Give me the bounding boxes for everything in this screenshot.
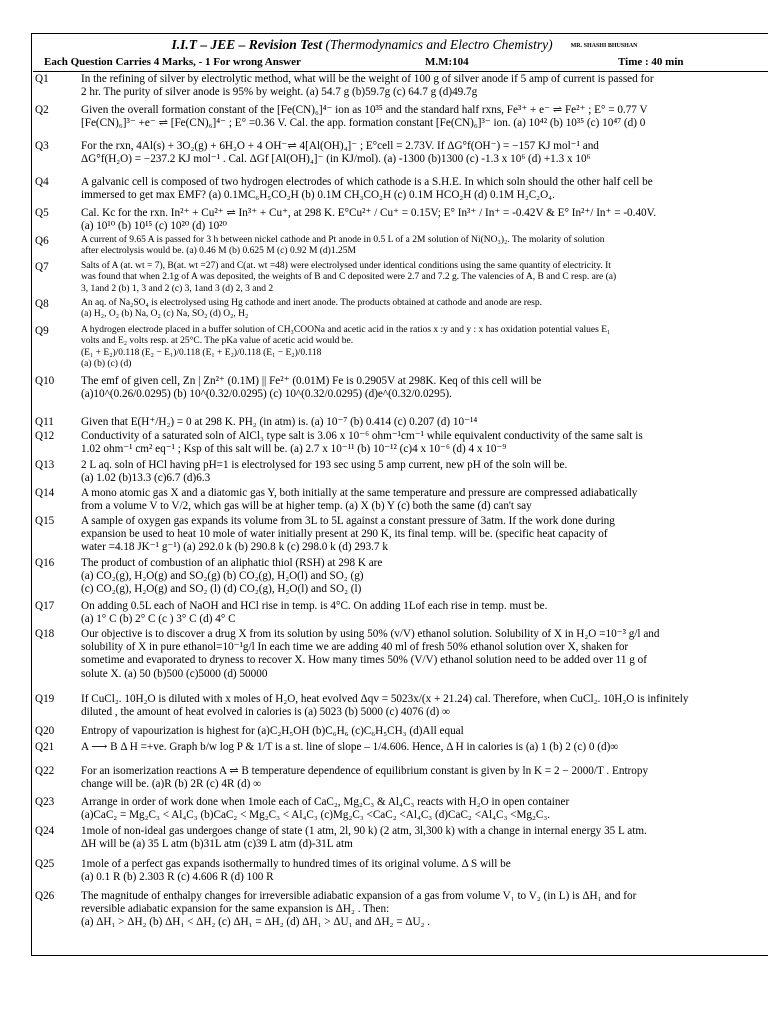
question-number: Q5 — [35, 207, 49, 219]
question-text-line: A current of 9.65 A is passed for 3 h between nickel cathode and Pt anode in 0.5 L of a 2M solution of Ni(NO₃)₂. The molarity of solution — [81, 235, 605, 245]
question-text-line: change will be. (a)R (b) 2R (c) 4R (d) ∞ — [81, 778, 262, 791]
question-text-line: A hydrogen electrode placed in a buffer solution of CH₃COONa and acetic acid in the ratios x :y and y : x has oxidation potential values E₁ — [81, 325, 611, 335]
question-text-line: (a)10^(0.26/0.0295) (b) 10^(0.32/0.0295) (c) 10^(0.32/0.0295) (d)e^(0.32/0.0295). — [81, 388, 452, 401]
question-text-line: sometime and evaporated to dryness to recover X. How many times 50% (V/V) ethanol solution need to be added over 11 g of — [81, 654, 647, 667]
question-number: Q23 — [35, 796, 55, 808]
question-text-line: On adding 0.5L each of NaOH and HCl rise in temp. is 4°C. On adding 1Lof each rise in temp. must be. — [81, 600, 548, 612]
question-text-line: ΔH will be (a) 35 L atm (b)31L atm (c)39 L atm (d)-31L atm — [81, 838, 353, 851]
question-text-line: diluted , the amount of heat evolved in calories is (a) 5023 (b) 5000 (c) 4076 (d) ∞ — [81, 706, 450, 719]
question-text-line: from a volume V to V/2, which gas will be at higher temp. (a) X (b) Y (c) both the same (d) can't say — [81, 500, 532, 513]
title-subject: (Thermodynamics and Electro Chemistry) — [325, 37, 553, 52]
question-text-line: The magnitude of enthalpy changes for irreversible adiabatic expansion of a gas from volume V₁ to V₂ (in L) is ΔH₁ and for — [81, 890, 637, 902]
question-number: Q1 — [35, 73, 49, 85]
question-text-line: Arrange in order of work done when 1mole each of CaC₂, Mg₂C₃ & Al₄C₃ reacts with H₂O in open container — [81, 796, 570, 808]
question-text-line: immersed to get max EMF? (a) 0.1MC₆H₅CO₂H (b) 0.1M CH₃CO₂H (c) 0.1M HCO₂H (d) 0.1M H₂C₂O₄. — [81, 189, 555, 202]
test-title — [33, 37, 768, 53]
question-text-line: 1mole of non-ideal gas undergoes change of state (1 atm, 2l, 90 k) (2 atm, 3l,300 k) with a change in internal energy 35 L atm. — [81, 825, 647, 837]
question-number: Q9 — [35, 325, 49, 337]
question-text-line: ΔG°f(H₂O) = −237.2 KJ mol⁻¹ . Cal. ΔGf [Al(OH)₄]⁻ (in KJ/mol). (a) -1300 (b)1300 (c) -1.3 x 10⁶ (d) +1.3 x 10⁶ — [81, 153, 591, 166]
question-number: Q18 — [35, 628, 55, 640]
question-number: Q25 — [35, 858, 55, 870]
question-number: Q6 — [35, 235, 49, 247]
question-number: Q24 — [35, 825, 55, 837]
question-text-line: 1.02 ohm⁻¹ cm² eq⁻¹ ; Ksp of this salt will be. (a) 2.7 x 10⁻¹¹ (b) 10⁻¹² (c)4 x 10⁻⁶ (d) 4 x 10⁻⁹ — [81, 443, 507, 456]
question-text-line: In the refining of silver by electrolytic method, what will be the weight of 100 g of silver anode if 5 amp of current is passed for — [81, 73, 654, 85]
question-number: Q22 — [35, 765, 55, 777]
question-text-line: (a) 1.02 (b)13.3 (c)6.7 (d)6.3 — [81, 472, 211, 485]
question-text-line: (E₁ + E₂)/0.118 (E₂ − E₁)/0.118 (E₁ + E₂)/0.118 (E₁ − E₂)/0.118 — [81, 347, 322, 358]
title-main: I.I.T – JEE – Revision Test — [171, 37, 326, 52]
question-number: Q10 — [35, 375, 55, 387]
question-number: Q20 — [35, 725, 55, 737]
question-text-line: (a) CO₂(g), H₂O(g) and SO₂(g) (b) CO₂(g), H₂O(l) and SO₂ (g) — [81, 570, 364, 583]
question-number: Q19 — [35, 693, 55, 705]
question-text-line: (a)CaC₂ = Mg₂C₃ < Al₄C₃ (b)CaC₂ < Mg₂C₃ < Al₄C₃ (c)Mg₂C₃ <CaC₂ <Al₄C₃ (d)CaC₂ <Al₄C₃ <Mg₂C₃. — [81, 809, 551, 822]
question-text-line: A mono atomic gas X and a diatomic gas Y, both initially at the same temperature and pressure are compressed adiabatically — [81, 487, 638, 499]
question-text-line: Cal. Kc for the rxn. In²⁺ + Cu²⁺ ⇌ In³⁺ + Cu⁺, at 298 K. E°Cu²⁺ / Cu⁺ = 0.15V; E° In³⁺ / In⁺ = -0.42V & E° In²⁺/ In⁺ = -0.40V. — [81, 207, 657, 219]
question-number: Q3 — [35, 140, 49, 152]
question-text-line: A galvanic cell is composed of two hydrogen electrodes of which cathode is a S.H.E. In which soln should the other half cell be — [81, 176, 653, 188]
question-number: Q17 — [35, 600, 55, 612]
question-text-line: A sample of oxygen gas expands its volume from 3L to 5L against a constant pressure of 3atm. If the work done during — [81, 515, 615, 527]
question-text-line: If CuCl₂. 10H₂O is diluted with x moles of H₂O, heat evolved Δqv = 5023x/(x + 21.24) cal. Therefore, when CuCl₂. 10H₂O is infinitely — [81, 693, 689, 705]
question-text-line: (c) CO₂(g), H₂O(g) and SO₂ (l) (d) CO₂(g), H₂O(l) and SO₂ (l) — [81, 583, 362, 596]
question-text-line: Salts of A (at. wt = 7), B(at. wt =27) and C(at. wt =48) were electrolysed under identical conditions using the same quantity of electricity. It — [81, 261, 611, 271]
question-text-line: (a) ΔH₁ > ΔH₂ (b) ΔH₁ < ΔH₂ (c) ΔH₁ = ΔH₂ (d) ΔH₁ > ΔU₁ and ΔH₂ = ΔU₂ . — [81, 916, 431, 929]
question-text-line: (a) (b) (c) (d) — [81, 359, 132, 370]
test-header — [33, 35, 768, 72]
author-name: MR. SHASHI BHUSHAN — [570, 42, 638, 49]
question-text-line: 2 L aq. soln of HCl having pH=1 is electrolysed for 193 sec using 5 amp current, new pH of the soln will be. — [81, 459, 568, 471]
question-text-line: 1mole of a perfect gas expands isothermally to hundred times of its original volume. Δ S will be — [81, 858, 511, 870]
question-text-line: For the rxn, 4Al(s) + 3O₂(g) + 6H₂O + 4 OH⁻⇌ 4[Al(OH)₄]⁻ ; E°cell = 2.73V. If ΔG°f(OH⁻) = −157 KJ mol⁻¹ and — [81, 140, 599, 152]
question-text-line: Given that E(H⁺/H₂) = 0 at 298 K. PH₂ (in atm) is. (a) 10⁻⁷ (b) 0.414 (c) 0.207 (d) 10⁻¹⁴ — [81, 416, 478, 428]
question-text-line: solute X. (a) 50 (b)500 (c)5000 (d) 50000 — [81, 667, 268, 680]
marking-scheme: Each Question Carries 4 Marks, - 1 For wrong Answer — [44, 56, 301, 68]
question-text-line: An aq. of Na₂SO₄ is electrolysed using Hg cathode and inert anode. The products obtained at cathode and anode are resp. — [81, 298, 542, 308]
question-text-line: 2 hr. The purity of silver anode is 95% by weight. (a) 54.7 g (b)59.7g (c) 64.7 g (d)49.7g — [81, 86, 478, 99]
question-text-line: For an isomerization reactions A ⇌ B temperature dependence of equilibrium constant is given by ln K = 2 − 2000/T . Entropy — [81, 765, 649, 777]
question-number: Q8 — [35, 298, 49, 310]
time-limit: Time : 40 min — [618, 56, 684, 68]
question-text-line: (a) H₂, O₂ (b) Na, O₂ (c) Na, SO₂ (d) O₂, H₂ — [81, 309, 249, 320]
question-number: Q11 — [35, 416, 54, 428]
question-text-line: (a) 0.1 R (b) 2.303 R (c) 4.606 R (d) 100 R — [81, 871, 274, 884]
question-number: Q26 — [35, 890, 55, 902]
question-number: Q15 — [35, 515, 55, 527]
marks-row — [33, 56, 768, 70]
question-text-line: was found that when 2.1g of A was deposited, the weights of B and C deposited were 2.7 and 7.2 g. The valencies of A, B and C resp. are (a) — [81, 272, 617, 283]
question-number: Q14 — [35, 487, 55, 499]
question-text-line: Given the overall formation constant of the [Fe(CN)₆]⁴⁻ ion as 10³⁵ and the standard half rxns, Fe³⁺ + e⁻ ⇌ Fe²⁺ ; E° = 0.77 V — [81, 104, 648, 116]
question-text-line: A ⟶ B Δ H =+ve. Graph b/w log P & 1/T is a st. line of slope – 1/4.606. Hence, Δ H in calories is (a) 1 (b) 2 (c) 0 (d)∞ — [81, 741, 619, 753]
question-text-line: Conductivity of a saturated soln of AlCl₃ type salt is 3.06 x 10⁻⁶ ohm⁻¹cm⁻¹ while equivalent conductivity of the same salt is — [81, 430, 643, 442]
question-number: Q16 — [35, 557, 55, 569]
question-number: Q21 — [35, 741, 55, 753]
question-text-line: (a) 1° C (b) 2° C (c ) 3° C (d) 4° C — [81, 613, 236, 626]
question-text-line: after electrolysis would be. (a) 0.46 M (b) 0.625 M (c) 0.92 M (d)1.25M — [81, 246, 356, 257]
question-text-line: (a) 10¹⁰ (b) 10¹⁵ (c) 10²⁰ (d) 10²⁰ — [81, 220, 228, 233]
question-text-line: expansion be used to heat 10 mole of water initially present at 290 K, its final temp. will be. (specific heat capacity of — [81, 528, 608, 541]
question-text-line: water =4.18 JK⁻¹ g⁻¹) (a) 292.0 k (b) 290.8 k (c) 298.0 k (d) 293.7 k — [81, 541, 388, 554]
question-text-line: [Fe(CN)₆]³⁻ +e⁻ ⇌ [Fe(CN)₆]⁴⁻ ; E° =0.36 V. Cal. the app. formation constant [Fe(CN)₆]³⁻ ion. (a) 10⁴² (b) 10³⁵ (c) 10⁴⁷ (d) 0 — [81, 117, 646, 130]
question-number: Q7 — [35, 261, 49, 273]
question-number: Q2 — [35, 104, 49, 116]
question-number: Q4 — [35, 176, 49, 188]
question-number: Q13 — [35, 459, 55, 471]
question-text-line: reversible adiabatic expansion for the same expansion is ΔH₂ . Then: — [81, 903, 390, 916]
question-text-line: volts and E₂ volts resp. at 25°C. The pKa value of acetic acid would be. — [81, 336, 354, 347]
max-marks: M.M:104 — [425, 56, 469, 68]
question-text-line: The emf of given cell, Zn | Zn²⁺ (0.1M) || Fe²⁺ (0.01M) Fe is 0.2905V at 298K. Keq of this cell will be — [81, 375, 542, 387]
question-text-line: Entropy of vapourization is highest for (a)C₂H₅OH (b)C₆H₆ (c)C₆H₅CH₃ (d)All equal — [81, 725, 464, 737]
question-number: Q12 — [35, 430, 55, 442]
question-text-line: The product of combustion of an aliphatic thiol (RSH) at 298 K are — [81, 557, 383, 569]
question-text-line: solubility of X in pure ethanol=10⁻¹g/l In each time we are adding 40 ml of fresh 50% ethanol solution over X, shaken for — [81, 641, 629, 654]
question-text-line: 3, 1and 2 (b) 1, 3 and 2 (c) 3, 1and 3 (d) 2, 3 and 2 — [81, 283, 274, 294]
question-text-line: Our objective is to discover a drug X from its solution by using 50% (v/V) ethanol solution. Solubility of X in H₂O =10⁻³ g/l and — [81, 628, 660, 640]
